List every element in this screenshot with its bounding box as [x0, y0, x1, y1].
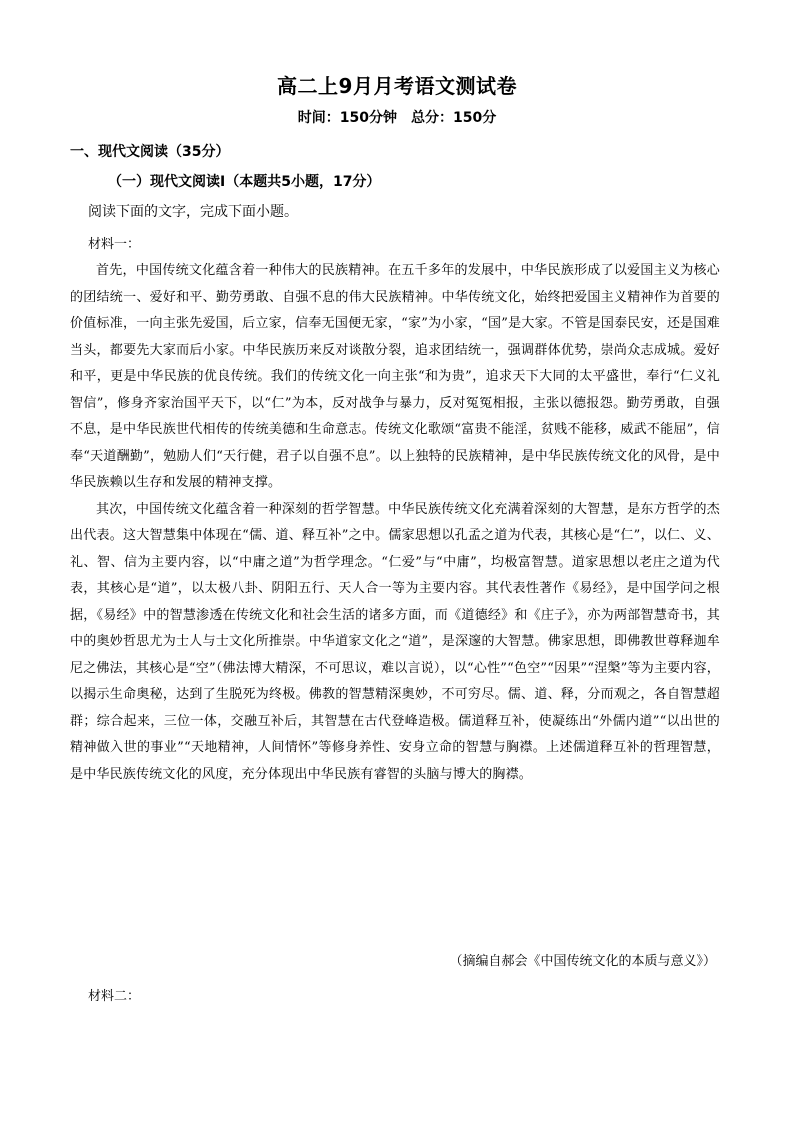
subsection-heading: （一）现代文阅读Ⅰ（本题共5小题，17分）: [108, 174, 381, 190]
time-label: 时间：150分钟: [297, 110, 397, 126]
material-one-label: 材料一：: [88, 237, 141, 252]
paragraph: 首先，中国传统文化蕴含着一种伟大的民族精神。在五千多年的发展中，中华民族形成了以爱国主义为核心的团结统一、爱好和平、勤劳勇敢、自强不息的伟大民族精神。中华传统文化，始终把爱国主义精神作为首要的价值标准，一向主张先爱国，后立家，信奉无国便无家，“家”为小家，“国”是大家。不管是国泰民安，还是国难当头，都要先大家而后小家。中华民族历来反对谈散分裂，追求团结统一，强调群体优势，崇尚众志成城。爱好和平，更是中华民族的优良传统。我们的传统文化一向主张“和为贵”，追求天下大同的太平盛世，奉行“仁义礼智信”，修身齐家治国平天下，以“仁”为本，反对战争与暴力，反对冤冤相报，主张以德报怨。勤劳勇敢，自强不息，是中华民族世代相传的传统美德和生命意志。传统文化歌颂“富贵不能淫，贫贱不能移，威武不能屈”，信奉“天道酬勤”，勉励人们“天行健，君子以自强不息”。以上独特的民族精神，是中华民族传统文化的风骨，是中华民族赖以生存和发展的精神支撑。: [70, 263, 720, 490]
score-label: 总分：150分: [411, 110, 497, 126]
reading-instruction: 阅读下面的文字，完成下面小题。: [88, 204, 298, 220]
paragraph: 其次，中国传统文化蕴含着一种深刻的哲学智慧。中华民族传统文化充满着深刻的大智慧，是东方哲学的杰出代表。这大智慧集中体现在“儒、道、释互补”之中。儒家思想以孔孟之道为代表，其核心是“仁”，以仁、义、礼、智、信为主要内容，以“中庸之道”为哲学理念。“仁爱”与“中庸”，均极富智慧。道家思想以老庄之道为代表，其核心是“道”，以太极八卦、阴阳五行、天人合一等为主要内容。其代表性著作《易经》，是中国学问之根据，《易经》中的智慧渗透在传统文化和社会生活的诸多方面，而《道德经》和《庄子》，亦为两部智慧奇书，其中的奥妙哲思尤为士人与士文化所推崇。中华道家文化之“道”，是深邃的大智慧。佛家思想，即佛教世尊释迦牟尼之佛法，其核心是“空”（佛法博大精深，不可思议，难以言说），以“心性”“色空”“因果”“涅槃”等为主要内容，以揭示生命奥秘，达到了生脱死为终极。佛教的智慧精深奥妙，不可穷尽。儒、道、释，分而观之，各自智慧超群；综合起来，三位一体，交融互补后，其智慧在古代登峰造极。儒道释互补，使凝练出“外儒内道”“以出世的精神做入世的事业”“天地精神，人间情怀”等修身养性、安身立命的智慧与胸襟。上述儒道释互补的哲理智慧，是中华民族传统文化的风度，充分体现出中华民族有睿智的头脑与博大的胸襟。: [70, 501, 720, 782]
exam-title: 高二上9月月考语文测试卷: [277, 74, 517, 98]
material-one-body: [70, 258, 720, 788]
material-two-label: 材料二：: [88, 989, 141, 1004]
section-heading: 一、现代文阅读（35分）: [70, 144, 230, 160]
exam-info: [0, 107, 794, 127]
material-one-source: （摘编自郝会《中国传统文化的本质与意义》）: [449, 954, 716, 969]
